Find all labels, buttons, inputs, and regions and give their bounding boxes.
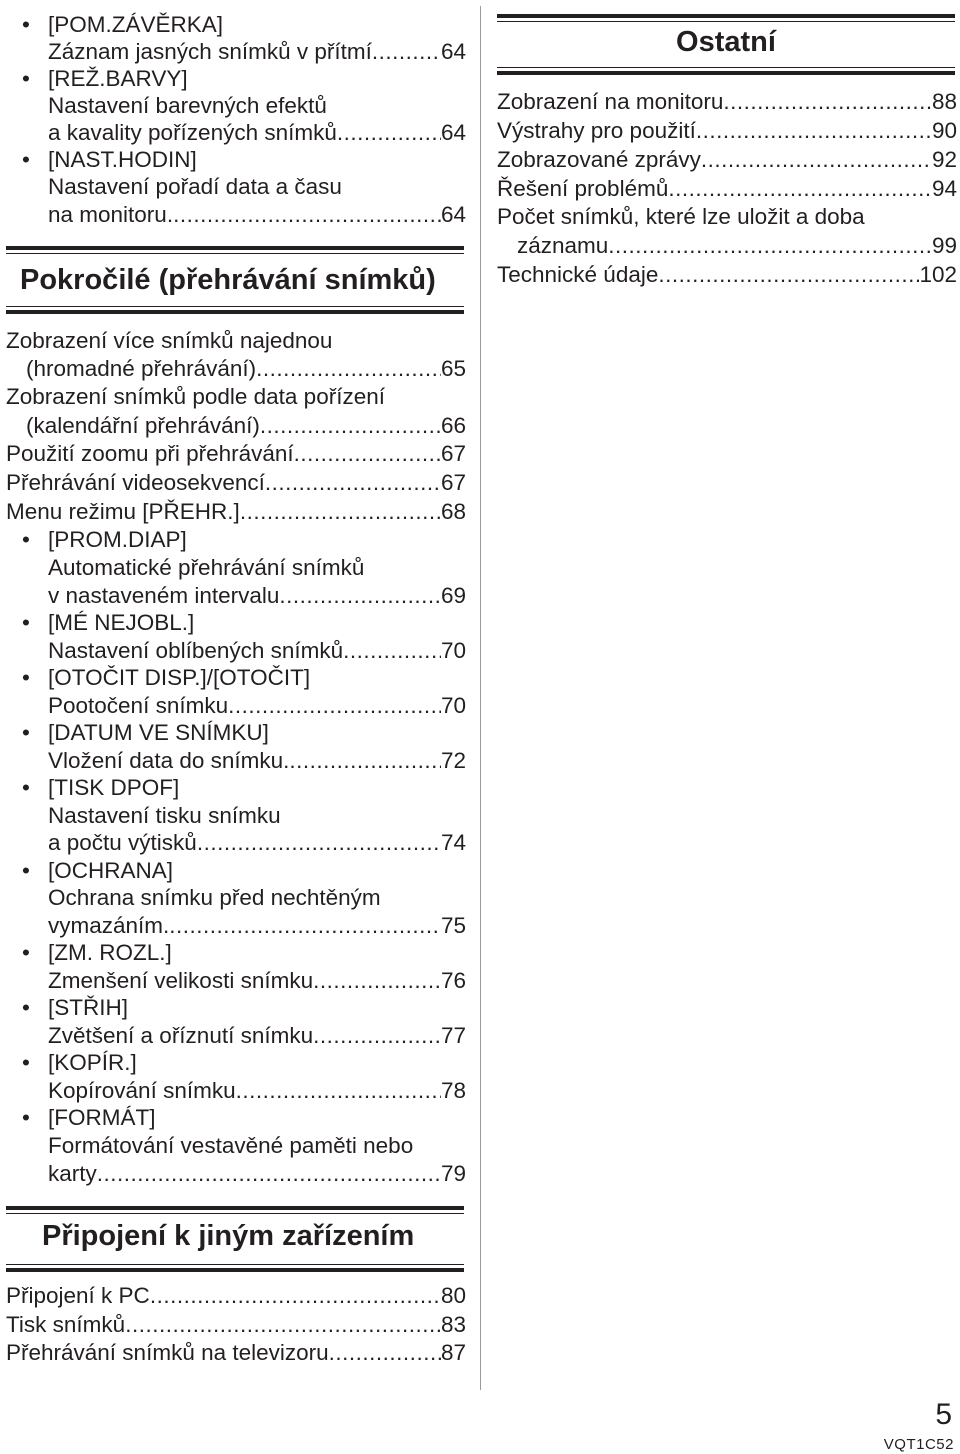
bullet-icon: • — [22, 1050, 30, 1075]
leader-dots — [294, 439, 441, 468]
leader-dots — [329, 1338, 441, 1367]
toc-item-title[interactable]: • [POM.ZÁVĚRKA] — [22, 12, 224, 37]
bullet-icon: • — [22, 858, 30, 883]
toc-entry[interactable]: (hromadné přehrávání) ..... 65 — [26, 354, 466, 383]
toc-entry-line: Ochrana snímku před nechtěným — [48, 885, 381, 910]
toc-entry[interactable]: Vložení data do snímku. ..... 72 — [48, 746, 466, 775]
toc-entry-line: Automatické přehrávání snímků — [48, 555, 365, 580]
toc-item-title[interactable]: • [FORMÁT] — [22, 1105, 156, 1130]
toc-entry[interactable]: Výstrahy pro použití ..... 90 — [497, 116, 957, 145]
bullet-icon: • — [22, 1105, 30, 1130]
toc-entry[interactable]: záznamu ..... 99 — [517, 231, 957, 260]
leader-dots — [668, 174, 932, 203]
toc-entry[interactable]: Přehrávání snímků na televizoru ..... 87 — [6, 1338, 466, 1367]
toc-entry-line: Nastavení barevných efektů — [48, 93, 327, 118]
toc-item-title[interactable]: • [OTOČIT DISP.]/[OTOČIT] — [22, 665, 311, 690]
section-rule-bottom — [6, 1264, 464, 1265]
toc-item-title[interactable]: • [KOPÍR.] — [22, 1050, 137, 1075]
section-rule-bottom — [497, 67, 955, 68]
leader-dots — [197, 828, 441, 857]
toc-entry[interactable]: a počtu výtisků ..... 74 — [48, 828, 466, 857]
leader-dots — [240, 497, 441, 526]
toc-entry[interactable]: Technické údaje ..... 102 — [497, 260, 957, 289]
bullet-icon: • — [22, 940, 30, 965]
column-divider — [480, 6, 481, 1390]
leader-dots — [150, 1281, 441, 1310]
toc-entry[interactable]: v nastaveném intervalu ..... 69 — [48, 581, 466, 610]
section-rule-bottom — [6, 306, 464, 307]
section-title-connection: Připojení k jiným zařízením — [42, 1220, 415, 1252]
toc-entry[interactable]: vymazáním. ..... 75 — [48, 911, 466, 940]
toc-item-title[interactable]: • [ZM. ROZL.] — [22, 940, 172, 965]
toc-entry[interactable]: Záznam jasných snímků v přítmí ..... 64 — [48, 37, 466, 66]
toc-entry[interactable]: Zvětšení a oříznutí snímku ..... 77 — [48, 1021, 466, 1050]
bullet-icon: • — [22, 610, 30, 635]
bullet-icon: • — [22, 995, 30, 1020]
toc-entry-line: Počet snímků, které lze uložit a doba — [497, 204, 865, 229]
toc-entry[interactable]: karty ..... 79 — [48, 1159, 466, 1188]
section-rule-top — [6, 246, 464, 250]
leader-dots — [608, 231, 932, 260]
right-column — [497, 10, 957, 310]
document-code: VQT1C52 — [883, 1436, 954, 1453]
toc-item-title[interactable]: • [NAST.HODIN] — [22, 147, 197, 172]
toc-item-title[interactable]: • [STŘIH] — [22, 995, 129, 1020]
leader-dots — [372, 37, 441, 66]
section-rule-top — [6, 1206, 464, 1210]
leader-dots — [313, 1021, 441, 1050]
leader-dots — [279, 581, 441, 610]
leader-dots — [289, 746, 441, 775]
toc-item-title[interactable]: • [OCHRANA] — [22, 858, 174, 883]
bullet-icon: • — [22, 527, 30, 552]
leader-dots — [701, 145, 932, 174]
toc-entry-line: Nastavení tisku snímku — [48, 803, 281, 828]
leader-dots — [169, 911, 441, 940]
leader-dots — [256, 354, 441, 383]
toc-entry[interactable]: Připojení k PC ..... 80 — [6, 1281, 466, 1310]
bullet-icon: • — [22, 147, 30, 172]
leader-dots — [236, 1076, 441, 1105]
bullet-icon: • — [22, 66, 30, 91]
toc-entry-line: Zobrazení snímků podle data pořízení — [6, 384, 385, 409]
leader-dots — [343, 636, 441, 665]
left-column — [6, 10, 466, 1390]
leader-dots — [173, 200, 441, 229]
toc-entry[interactable]: Zmenšení velikosti snímku ..... 76 — [48, 966, 466, 995]
leader-dots — [696, 116, 932, 145]
toc-entry[interactable]: Tisk snímků ..... 83 — [6, 1310, 466, 1339]
leader-dots — [265, 468, 441, 497]
toc-entry-line: Zobrazení více snímků najednou — [6, 328, 333, 353]
section-title-advanced: Pokročilé (přehrávání snímků) — [20, 264, 436, 296]
bullet-icon: • — [22, 720, 30, 745]
toc-entry-line: Formátování vestavěné paměti nebo — [48, 1133, 414, 1158]
bullet-icon: • — [22, 775, 30, 800]
bullet-icon: • — [22, 665, 30, 690]
toc-entry[interactable]: na monitoru. ..... 64 — [48, 200, 466, 229]
leader-dots — [260, 411, 441, 440]
toc-entry[interactable]: Použití zoomu při přehrávání ..... 67 — [6, 439, 466, 468]
page-number: 5 — [935, 1398, 952, 1431]
toc-item-title[interactable]: • [REŽ.BARVY] — [22, 66, 188, 91]
toc-item-title[interactable]: • [TISK DPOF] — [22, 775, 180, 800]
toc-entry[interactable]: Zobrazení na monitoru ..... 88 — [497, 87, 957, 116]
toc-item-title[interactable]: • [DATUM VE SNÍMKU] — [22, 720, 269, 745]
toc-entry[interactable]: Pootočení snímku ..... 70 — [48, 691, 466, 720]
leader-dots — [228, 691, 441, 720]
leader-dots — [337, 118, 441, 147]
toc-entry-line: Nastavení pořadí data a času — [48, 174, 342, 199]
bullet-icon: • — [22, 12, 30, 37]
toc-entry[interactable]: Řešení problémů ..... 94 — [497, 174, 957, 203]
toc-entry[interactable]: a kavality pořízených snímků ..... 64 — [48, 118, 466, 147]
toc-entry[interactable]: Přehrávání videosekvencí ..... 67 — [6, 468, 466, 497]
toc-entry[interactable]: Zobrazované zprávy ..... 92 — [497, 145, 957, 174]
leader-dots — [97, 1159, 441, 1188]
leader-dots — [658, 260, 919, 289]
section-rule-top — [497, 14, 955, 18]
leader-dots — [313, 966, 441, 995]
toc-entry[interactable]: Nastavení oblíbených snímků ..... 70 — [48, 636, 466, 665]
leader-dots — [723, 87, 932, 116]
toc-entry[interactable]: Menu režimu [PŘEHR.] ..... 68 — [6, 497, 466, 526]
toc-entry[interactable]: (kalendářní přehrávání) ..... 66 — [26, 411, 466, 440]
toc-item-title[interactable]: • [MÉ NEJOBL.] — [22, 610, 195, 635]
toc-entry[interactable]: Kopírování snímku ..... 78 — [48, 1076, 466, 1105]
section-title-other: Ostatní — [676, 26, 776, 58]
leader-dots — [125, 1310, 441, 1339]
toc-item-title[interactable]: • [PROM.DIAP] — [22, 527, 187, 552]
